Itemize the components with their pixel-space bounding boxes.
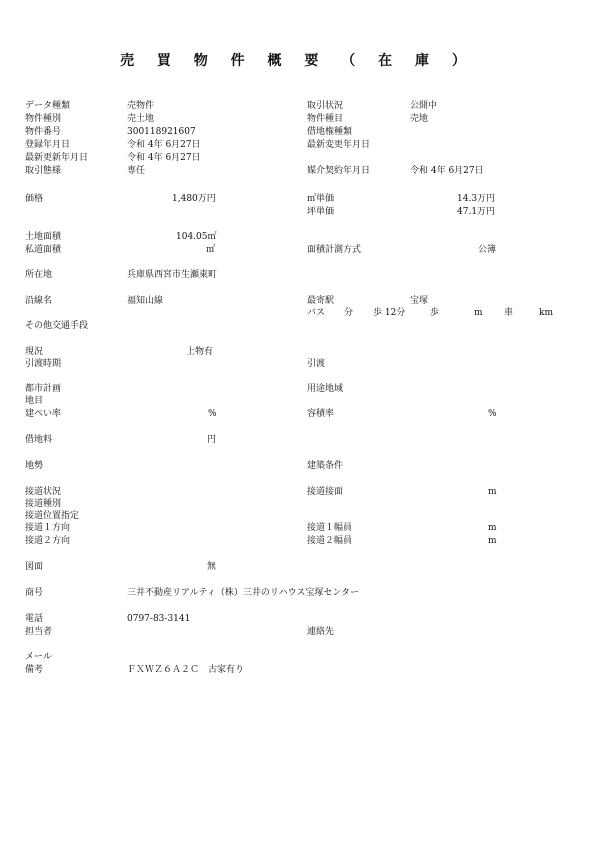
phone-value: 0797-83-3141 [127,614,191,624]
station-value: 宝塚 [410,296,429,306]
sqm-price-value: 14.3万円 [457,194,496,204]
data-kind-label: データ種類 [25,101,71,111]
item-label: 物件種目 [307,114,344,124]
car-label: 車 [504,308,514,318]
contract-date-value: 令和 4年 6月27日 [410,166,484,176]
road-dir1-label: 接道１方向 [25,523,71,533]
private-road-value: ㎡ [206,245,216,255]
road-status-label: 接道状況 [25,487,62,497]
road-width2-value: m [488,536,497,546]
build-condition-label: 建築条件 [307,461,344,471]
lease-kind-label: 借地権種類 [307,127,353,137]
address-label: 所在地 [25,270,53,280]
remarks-label: 備考 [25,665,44,675]
rent-label: 借地料 [25,435,53,445]
handover-label: 引渡 [307,359,326,369]
road-dir2-label: 接道２方向 [25,536,71,546]
far-label: 容積率 [307,409,335,419]
tsubo-price-label: 坪単価 [307,207,335,217]
land-category-label: 地目 [25,396,44,406]
private-road-label: 私道面積 [25,245,62,255]
land-area-label: 土地面積 [25,232,62,242]
status-label: 取引状況 [307,101,344,111]
reg-date-label: 登録年月日 [25,140,71,150]
land-area-value: 104.05㎡ [176,232,217,242]
bus-label: バス [307,308,326,318]
coverage-label: 建ぺい率 [25,409,62,419]
company-value: 三井不動産リアルティ（株）三井のリハウス宝塚センター [127,588,360,598]
car-distance-unit: km [539,308,553,318]
address-value: 兵庫県西宮市生瀬東町 [127,270,218,280]
price-value: 1,480万円 [172,194,216,204]
bus-minutes-unit: 分 [344,308,354,318]
station-label: 最寄駅 [307,296,335,306]
number-value: 300118921607 [127,127,196,137]
contact-label: 連絡先 [307,627,335,637]
kind-label: 物件種別 [25,114,62,124]
road-width1-value: m [488,523,497,533]
walk-minutes: 歩 12分 [373,308,406,318]
price-label: 価格 [25,194,44,204]
rent-value: 円 [207,435,217,445]
phone-label: 電話 [25,614,44,624]
item-value: 売地 [410,114,429,124]
tsubo-price-value: 47.1万円 [457,207,496,217]
company-label: 商号 [25,588,44,598]
data-kind-value: 売物件 [127,101,155,111]
other-transport-label: その他交通手段 [25,321,89,331]
deal-value: 専任 [127,166,146,176]
terrain-label: 地勢 [25,461,44,471]
person-label: 担当者 [25,627,53,637]
update-date-value: 令和 4年 6月27日 [127,153,201,163]
mail-label: メール [25,652,52,662]
update-date-label: 最新更新年月日 [25,153,89,163]
road-width2-label: 接道２幅員 [307,536,353,546]
line-label: 沿線名 [25,296,53,306]
drawing-value: 無 [207,562,217,572]
road-contact-label: 接道接面 [307,487,344,497]
change-date-label: 最新変更年月日 [307,140,371,150]
sqm-price-label: ㎡単価 [307,194,335,204]
current-value: 上物有 [186,347,214,357]
road-position-label: 接道位置指定 [25,511,80,521]
road-width1-label: 接道１幅員 [307,523,353,533]
kind-value: 売土地 [127,114,155,124]
area-method-value: 公簿 [478,245,497,255]
area-method-label: 面積計測方式 [307,245,362,255]
number-label: 物件番号 [25,127,62,137]
walk-distance-unit: m [474,308,483,318]
deal-label: 取引態様 [25,166,62,176]
use-zone-label: 用途地域 [307,384,344,394]
handover-time-label: 引渡時期 [25,359,62,369]
remarks-value: ＦＸＷＺ６Ａ２Ｃ 古家有り [127,665,245,675]
current-label: 現況 [25,347,44,357]
status-value: 公開中 [410,101,438,111]
page-title: 売 買 物 件 概 要 （ 在 庫 ） [120,53,475,69]
reg-date-value: 令和 4年 6月27日 [127,140,201,150]
drawing-label: 図面 [25,562,44,572]
walk-label: 歩 [430,308,440,318]
coverage-value: % [208,409,217,419]
city-plan-label: 都市計画 [25,384,62,394]
line-value: 福知山線 [127,296,164,306]
road-contact-value: m [488,487,497,497]
contract-date-label: 媒介契約年月日 [307,166,371,176]
far-value: % [488,409,497,419]
road-kind-label: 接道種別 [25,499,62,509]
